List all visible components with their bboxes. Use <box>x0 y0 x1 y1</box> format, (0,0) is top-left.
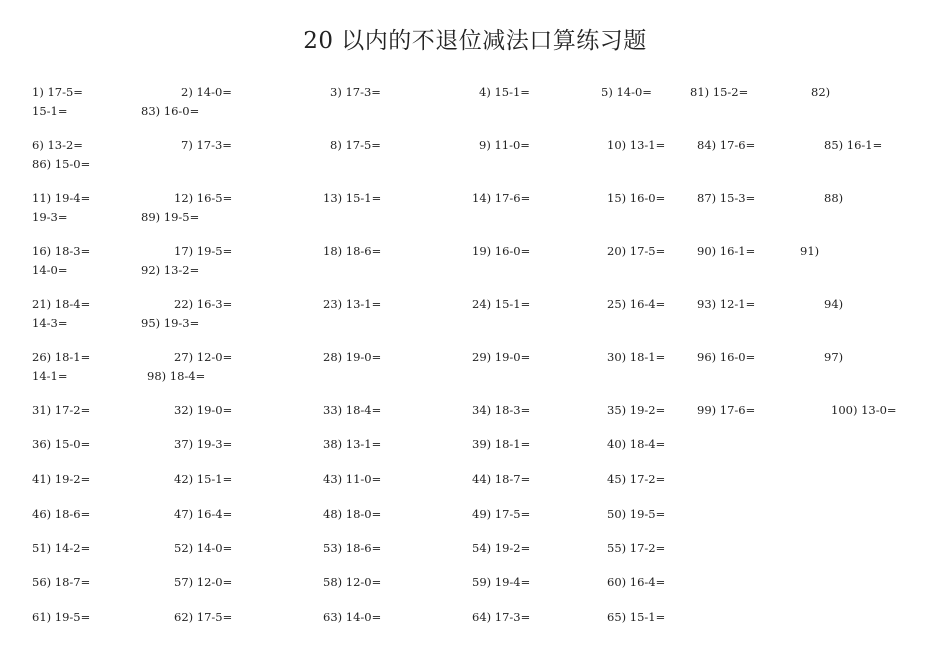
problem-94-expression: 14-3= <box>32 316 68 330</box>
problem-40: 40) 18-4= <box>607 437 666 451</box>
worksheet-title: 20 以内的不退位减法口算练习题 <box>303 28 647 54</box>
problem-42: 42) 15-1= <box>174 472 233 486</box>
problem-46: 46) 18-6= <box>32 507 91 521</box>
problem-85: 85) 16-1= <box>824 138 883 152</box>
problem-45: 45) 17-2= <box>607 472 666 486</box>
problem-65: 65) 15-1= <box>607 610 666 624</box>
problem-47: 47) 16-4= <box>174 507 233 521</box>
problem-29: 29) 19-0= <box>472 350 531 364</box>
problem-14: 14) 17-6= <box>472 191 531 205</box>
problem-88: 88) <box>824 191 844 205</box>
problem-11: 11) 19-4= <box>32 191 91 205</box>
problem-12: 12) 16-5= <box>174 191 233 205</box>
problem-37: 37) 19-3= <box>174 437 233 451</box>
problem-43: 43) 11-0= <box>323 472 382 486</box>
problem-82: 82) <box>811 85 831 99</box>
problem-97-expression: 14-1= <box>32 369 68 383</box>
problem-23: 23) 13-1= <box>323 297 382 311</box>
problem-98: 98) 18-4= <box>147 369 206 383</box>
problem-61: 61) 19-5= <box>32 610 91 624</box>
problem-54: 54) 19-2= <box>472 541 531 555</box>
problem-93: 93) 12-1= <box>697 297 756 311</box>
problem-31: 31) 17-2= <box>32 403 91 417</box>
problem-25: 25) 16-4= <box>607 297 666 311</box>
problem-89: 89) 19-5= <box>141 210 200 224</box>
problem-4: 4) 15-1= <box>479 85 530 99</box>
problem-28: 28) 19-0= <box>323 350 382 364</box>
problem-22: 22) 16-3= <box>174 297 233 311</box>
problem-33: 33) 18-4= <box>323 403 382 417</box>
problem-99: 99) 17-6= <box>697 403 756 417</box>
problem-15: 15) 16-0= <box>607 191 666 205</box>
problem-96: 96) 16-0= <box>697 350 756 364</box>
problem-49: 49) 17-5= <box>472 507 531 521</box>
problem-10: 10) 13-1= <box>607 138 666 152</box>
problem-19: 19) 16-0= <box>472 244 531 258</box>
problem-34: 34) 18-3= <box>472 403 531 417</box>
problem-56: 56) 18-7= <box>32 575 91 589</box>
problem-9: 9) 11-0= <box>479 138 530 152</box>
problem-8: 8) 17-5= <box>330 138 381 152</box>
problem-7: 7) 17-3= <box>181 138 232 152</box>
problem-44: 44) 18-7= <box>472 472 531 486</box>
problem-6: 6) 13-2= <box>32 138 83 152</box>
problem-91-expression: 14-0= <box>32 263 68 277</box>
problem-24: 24) 15-1= <box>472 297 531 311</box>
problem-17: 17) 19-5= <box>174 244 233 258</box>
problem-64: 64) 17-3= <box>472 610 531 624</box>
problem-41: 41) 19-2= <box>32 472 91 486</box>
problem-35: 35) 19-2= <box>607 403 666 417</box>
problem-2: 2) 14-0= <box>181 85 232 99</box>
problem-55: 55) 17-2= <box>607 541 666 555</box>
problem-20: 20) 17-5= <box>607 244 666 258</box>
problem-62: 62) 17-5= <box>174 610 233 624</box>
problem-1: 1) 17-5= <box>32 85 83 99</box>
problem-39: 39) 18-1= <box>472 437 531 451</box>
problem-95: 95) 19-3= <box>141 316 200 330</box>
problem-59: 59) 19-4= <box>472 575 531 589</box>
problem-18: 18) 18-6= <box>323 244 382 258</box>
problem-5: 5) 14-0= <box>601 85 652 99</box>
problem-100: 100) 13-0= <box>831 403 897 417</box>
problem-84: 84) 17-6= <box>697 138 756 152</box>
problem-53: 53) 18-6= <box>323 541 382 555</box>
problem-87: 87) 15-3= <box>697 191 756 205</box>
problem-60: 60) 16-4= <box>607 575 666 589</box>
problem-30: 30) 18-1= <box>607 350 666 364</box>
problem-82-expression: 15-1= <box>32 104 68 118</box>
problem-32: 32) 19-0= <box>174 403 233 417</box>
problem-21: 21) 18-4= <box>32 297 91 311</box>
problem-83: 83) 16-0= <box>141 104 200 118</box>
problem-90: 90) 16-1= <box>697 244 756 258</box>
problem-38: 38) 13-1= <box>323 437 382 451</box>
problem-48: 48) 18-0= <box>323 507 382 521</box>
problem-58: 58) 12-0= <box>323 575 382 589</box>
problem-97: 97) <box>824 350 844 364</box>
problem-57: 57) 12-0= <box>174 575 233 589</box>
problem-88-expression: 19-3= <box>32 210 68 224</box>
problem-94: 94) <box>824 297 844 311</box>
problem-26: 26) 18-1= <box>32 350 91 364</box>
problem-3: 3) 17-3= <box>330 85 381 99</box>
problem-86: 86) 15-0= <box>32 157 91 171</box>
problem-50: 50) 19-5= <box>607 507 666 521</box>
problem-27: 27) 12-0= <box>174 350 233 364</box>
problem-13: 13) 15-1= <box>323 191 382 205</box>
problem-51: 51) 14-2= <box>32 541 91 555</box>
problem-36: 36) 15-0= <box>32 437 91 451</box>
problem-92: 92) 13-2= <box>141 263 200 277</box>
problem-63: 63) 14-0= <box>323 610 382 624</box>
problem-16: 16) 18-3= <box>32 244 91 258</box>
problem-81: 81) 15-2= <box>690 85 749 99</box>
problem-91: 91) <box>800 244 820 258</box>
problem-52: 52) 14-0= <box>174 541 233 555</box>
